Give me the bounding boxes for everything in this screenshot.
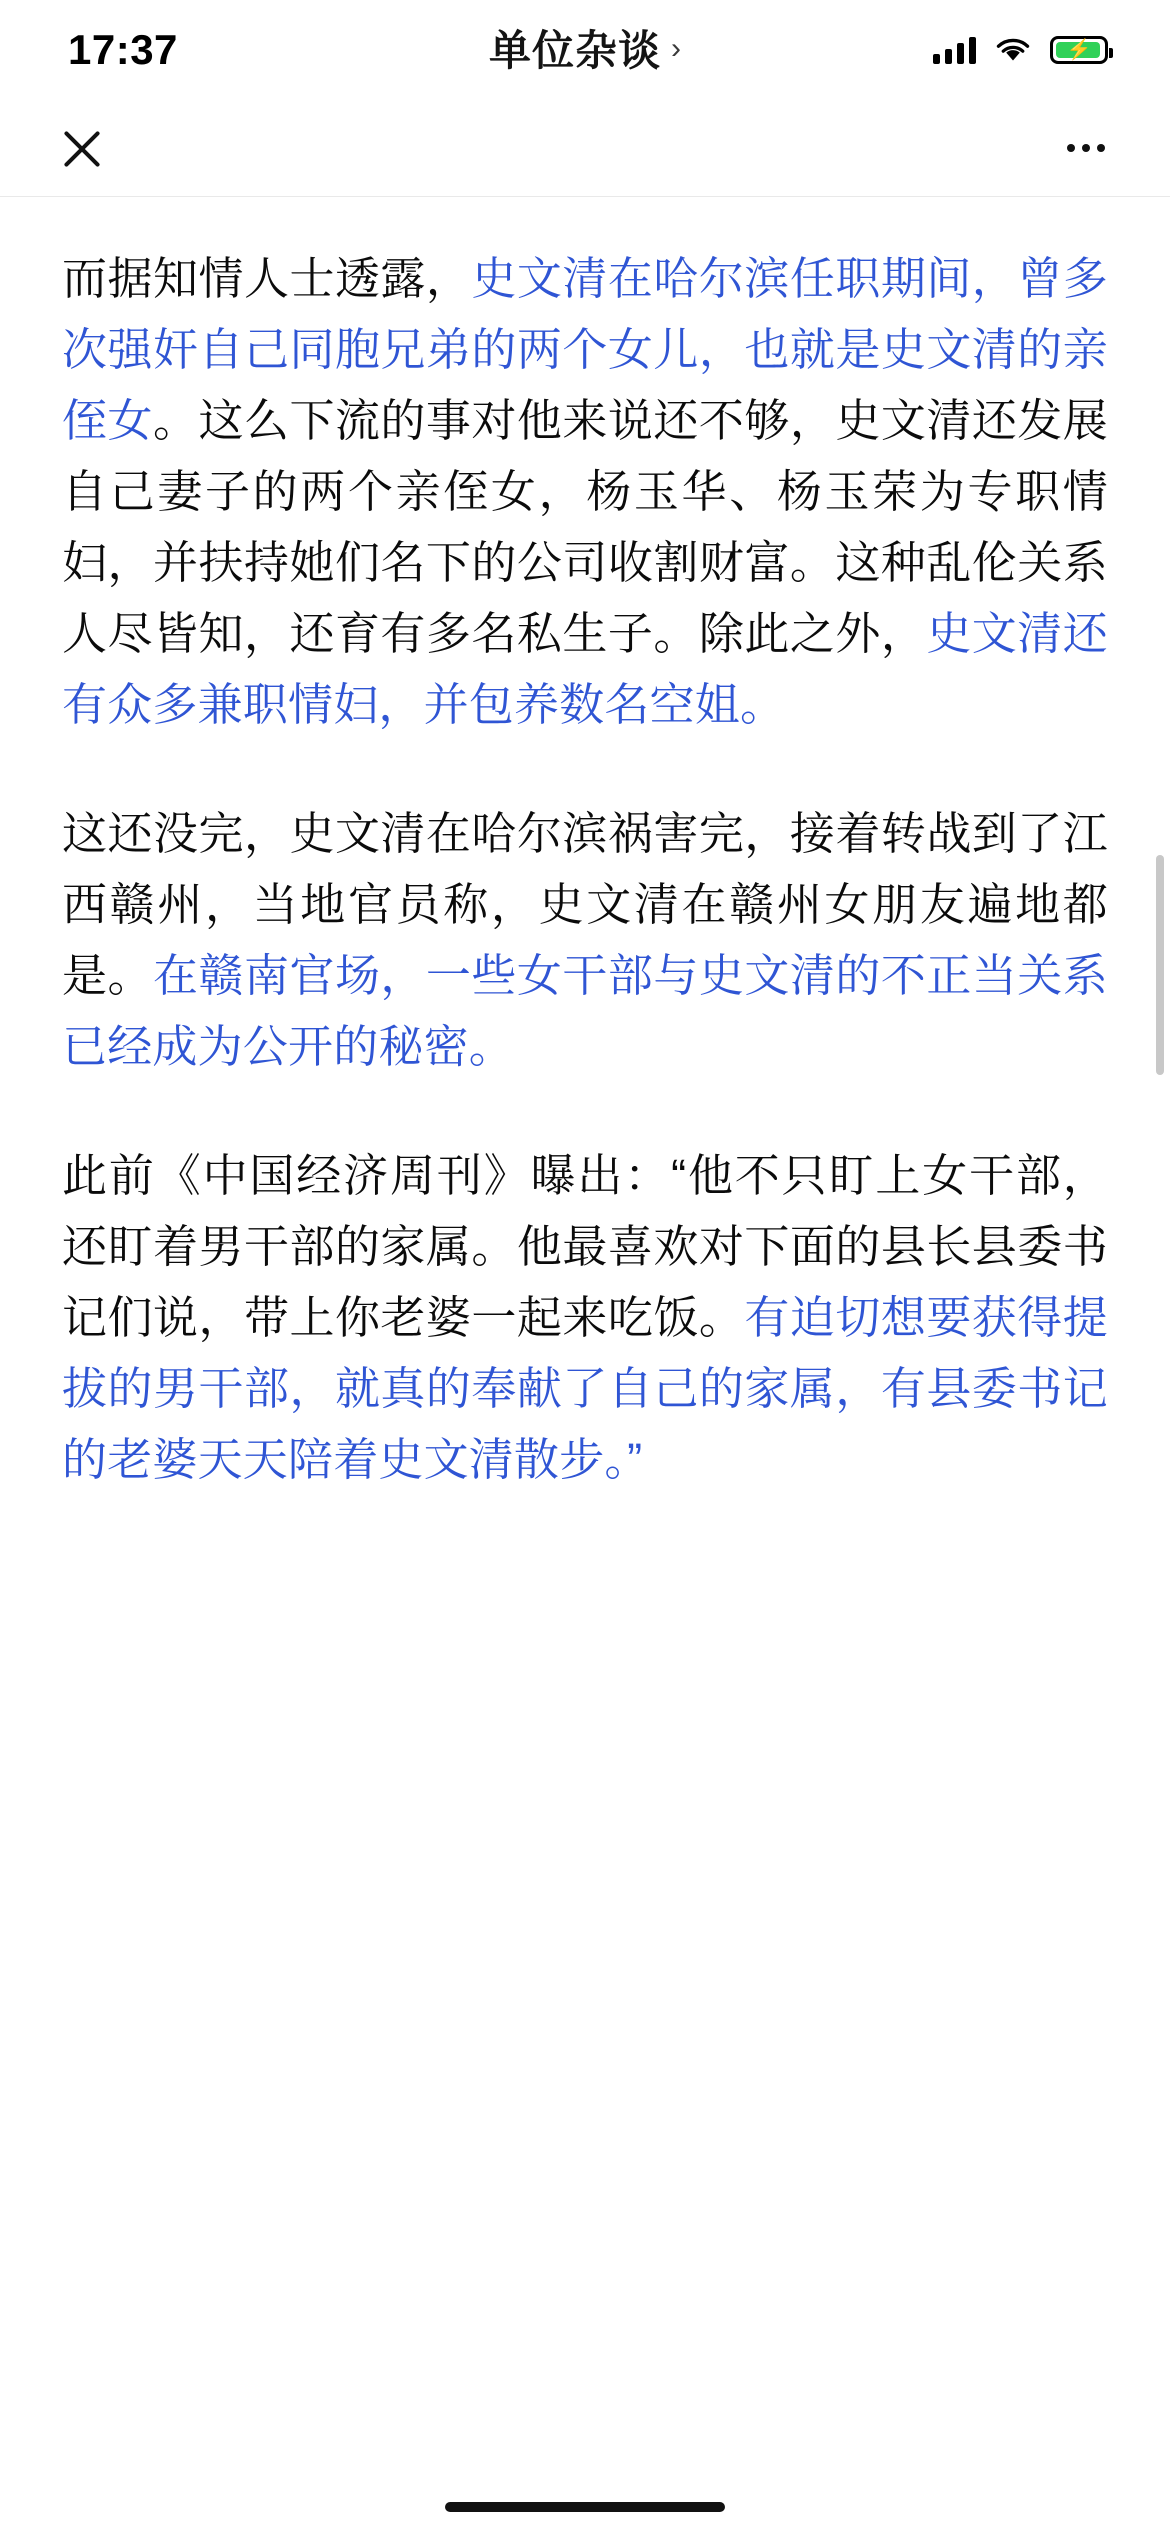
paragraph-1 <box>62 243 1108 740</box>
paragraph-2 <box>62 798 1108 1082</box>
cellular-signal-icon <box>933 36 976 64</box>
text-run-highlight: 史文清还有众多兼职情妇，并包养数名空姐。 <box>62 608 1108 730</box>
wifi-icon <box>994 36 1032 64</box>
close-icon[interactable] <box>52 118 112 178</box>
text-run-highlight: 有迫切想要获得提拔的男干部，就真的奉献了自己的家属，有县委书记的老婆天天陪着史文清散步。” <box>62 1292 1108 1485</box>
home-indicator[interactable] <box>445 2502 725 2512</box>
paragraph-3 <box>62 1140 1108 1495</box>
charging-bolt-icon: ⚡ <box>1066 39 1092 61</box>
navigation-bar <box>0 100 1170 196</box>
battery-charging-icon <box>1050 36 1108 64</box>
text-run: 这还没完，史文清在哈尔滨祸害完，接着转战到了江西赣州，当地官员称，史文清在赣州女朋友遍地都是。 <box>62 808 1108 1001</box>
status-icons <box>933 36 1108 64</box>
text-run: 此前《中国经济周刊》曝出：“他不只盯上女干部，还盯着男干部的家属。他最喜欢对下面的县长县委书记们说，带上你老婆一起来吃饭。 <box>62 1150 1108 1343</box>
page-title: 单位杂谈 <box>488 27 661 74</box>
text-run: 而据知情人士透露， <box>62 253 472 304</box>
article-content <box>0 197 1170 2532</box>
status-bar <box>0 0 1170 100</box>
text-run-highlight: 在赣南官场，一些女干部与史文清的不正当关系已经成为公开的秘密。 <box>62 950 1108 1072</box>
chevron-right-icon[interactable]: › <box>671 32 681 65</box>
text-run-highlight: 史文清在哈尔滨任职期间，曾多次强奸自己同胞兄弟的两个女儿，也就是史文清的亲侄女 <box>62 253 1108 446</box>
status-time: 17:37 <box>68 26 178 73</box>
more-options-icon[interactable] <box>1056 118 1116 178</box>
vertical-scrollbar[interactable] <box>1156 855 1164 1075</box>
text-run: 。这么下流的事对他来说还不够，史文清还发展自己妻子的两个亲侄女，杨玉华、杨玉荣为专职情妇，并扶持她们名下的公司收割财富。这种乱伦关系人尽皆知，还育有多名私生子。除此之外， <box>62 395 1108 659</box>
